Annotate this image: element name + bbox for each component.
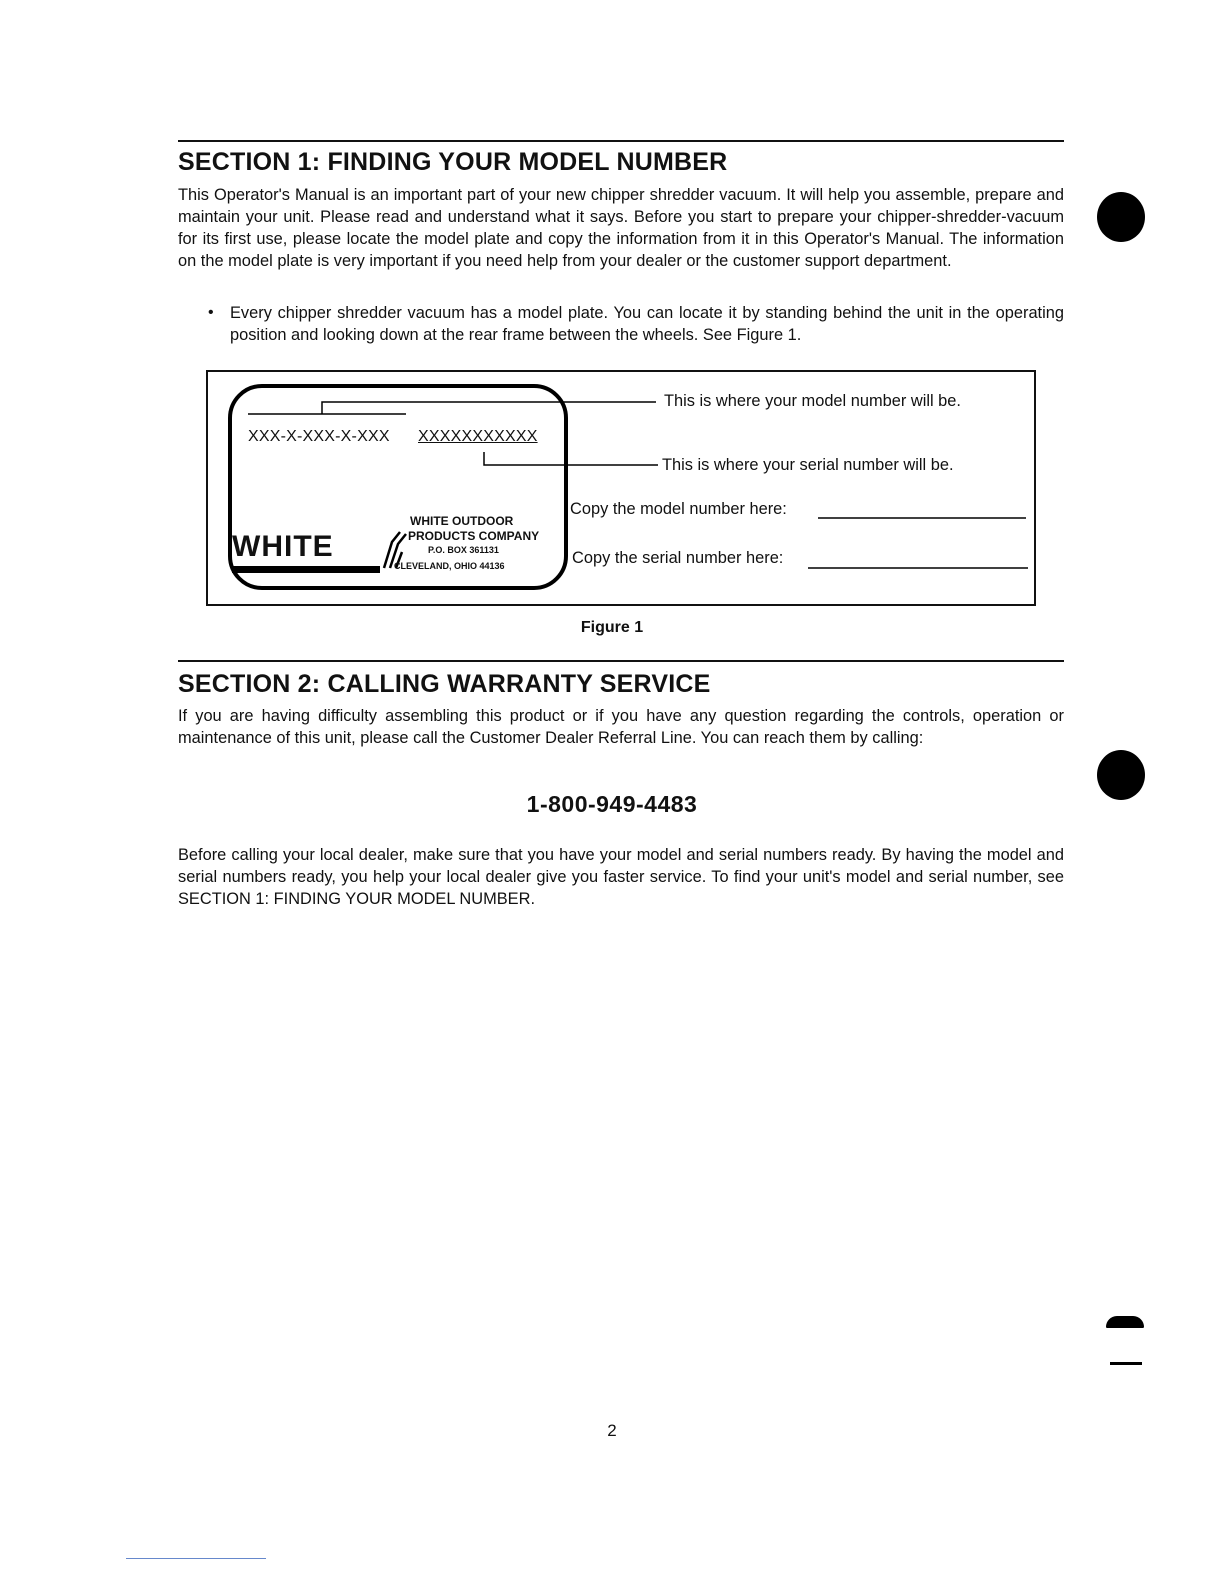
customer-referral-phone: 1-800-949-4483 — [526, 791, 698, 817]
section-1-bullet-text: Every chipper shredder vacuum has a model plate. You can locate it by standing behind the unit in the operating position and looking down at the rear frame between the wheels. See Figure 1. — [230, 304, 1064, 344]
company-po-box: P.O. BOX 361131 — [428, 545, 499, 555]
section-2-intro: If you are having difficulty assembling this product or if you have any question regarding the controls, operation or maintenance of this unit, please call the Customer Dealer Referral Line. You can reach them by calling: — [178, 707, 1064, 747]
section-2-title: SECTION 2: CALLING WARRANTY SERVICE — [178, 670, 711, 698]
binder-hole-bottom-mark — [1110, 1362, 1142, 1365]
binder-hole-middle — [1097, 750, 1145, 800]
section-1-intro: This Operator's Manual is an important part of your new chipper shredder vacuum. It will help you assemble, prepare and maintain your unit. Please read and understand what it says. Before you start to prepare your chipper-shredder-vacuum for its first use, please locate the model plate and copy the information from it in this Operator's Manual. The information on the model plate is very important if you need help from your dealer or the customer support department. — [178, 186, 1064, 270]
footer-divider — [126, 1558, 266, 1559]
model-callout: This is where your model number will be. — [664, 392, 961, 410]
binder-hole-top — [1097, 192, 1145, 242]
binder-hole-partial-icon — [1106, 1316, 1144, 1328]
copy-serial-label: Copy the serial number here: — [572, 549, 784, 567]
bullet-icon: • — [208, 304, 214, 321]
copy-model-label: Copy the model number here: — [570, 500, 787, 518]
model-bracket-line — [322, 402, 560, 414]
figure-1-box — [206, 370, 1036, 606]
serial-callout: This is where your serial number will be. — [662, 456, 954, 474]
company-name-line-1: WHITE OUTDOOR — [410, 514, 514, 528]
company-name-line-2: PRODUCTS COMPANY — [408, 529, 540, 543]
section-1-bullet — [208, 302, 1064, 346]
section-1-rule — [178, 140, 1064, 142]
section-2-closing: Before calling your local dealer, make sure that you have your model and serial numbers ready. By having the model and serial numbers ready, you help your local dealer give you faster service. To find your unit's model and serial number, see SECTION 1: FINDING YOUR MODEL NUMBER. — [178, 846, 1064, 908]
company-city: CLEVELAND, OHIO 44136 — [394, 561, 505, 571]
section-2-rule — [178, 660, 1064, 662]
section-1-title: SECTION 1: FINDING YOUR MODEL NUMBER — [178, 148, 728, 176]
page-number: 2 — [607, 1421, 617, 1440]
figure-1-caption: Figure 1 — [580, 619, 644, 636]
brand-underline-bar — [232, 566, 380, 573]
model-number-placeholder: XXX-X-XXX-X-XXX — [248, 428, 390, 445]
serial-bracket-line — [484, 452, 560, 465]
brand-logo: WHITE — [232, 530, 334, 563]
serial-number-placeholder: XXXXXXXXXXX — [418, 428, 538, 445]
